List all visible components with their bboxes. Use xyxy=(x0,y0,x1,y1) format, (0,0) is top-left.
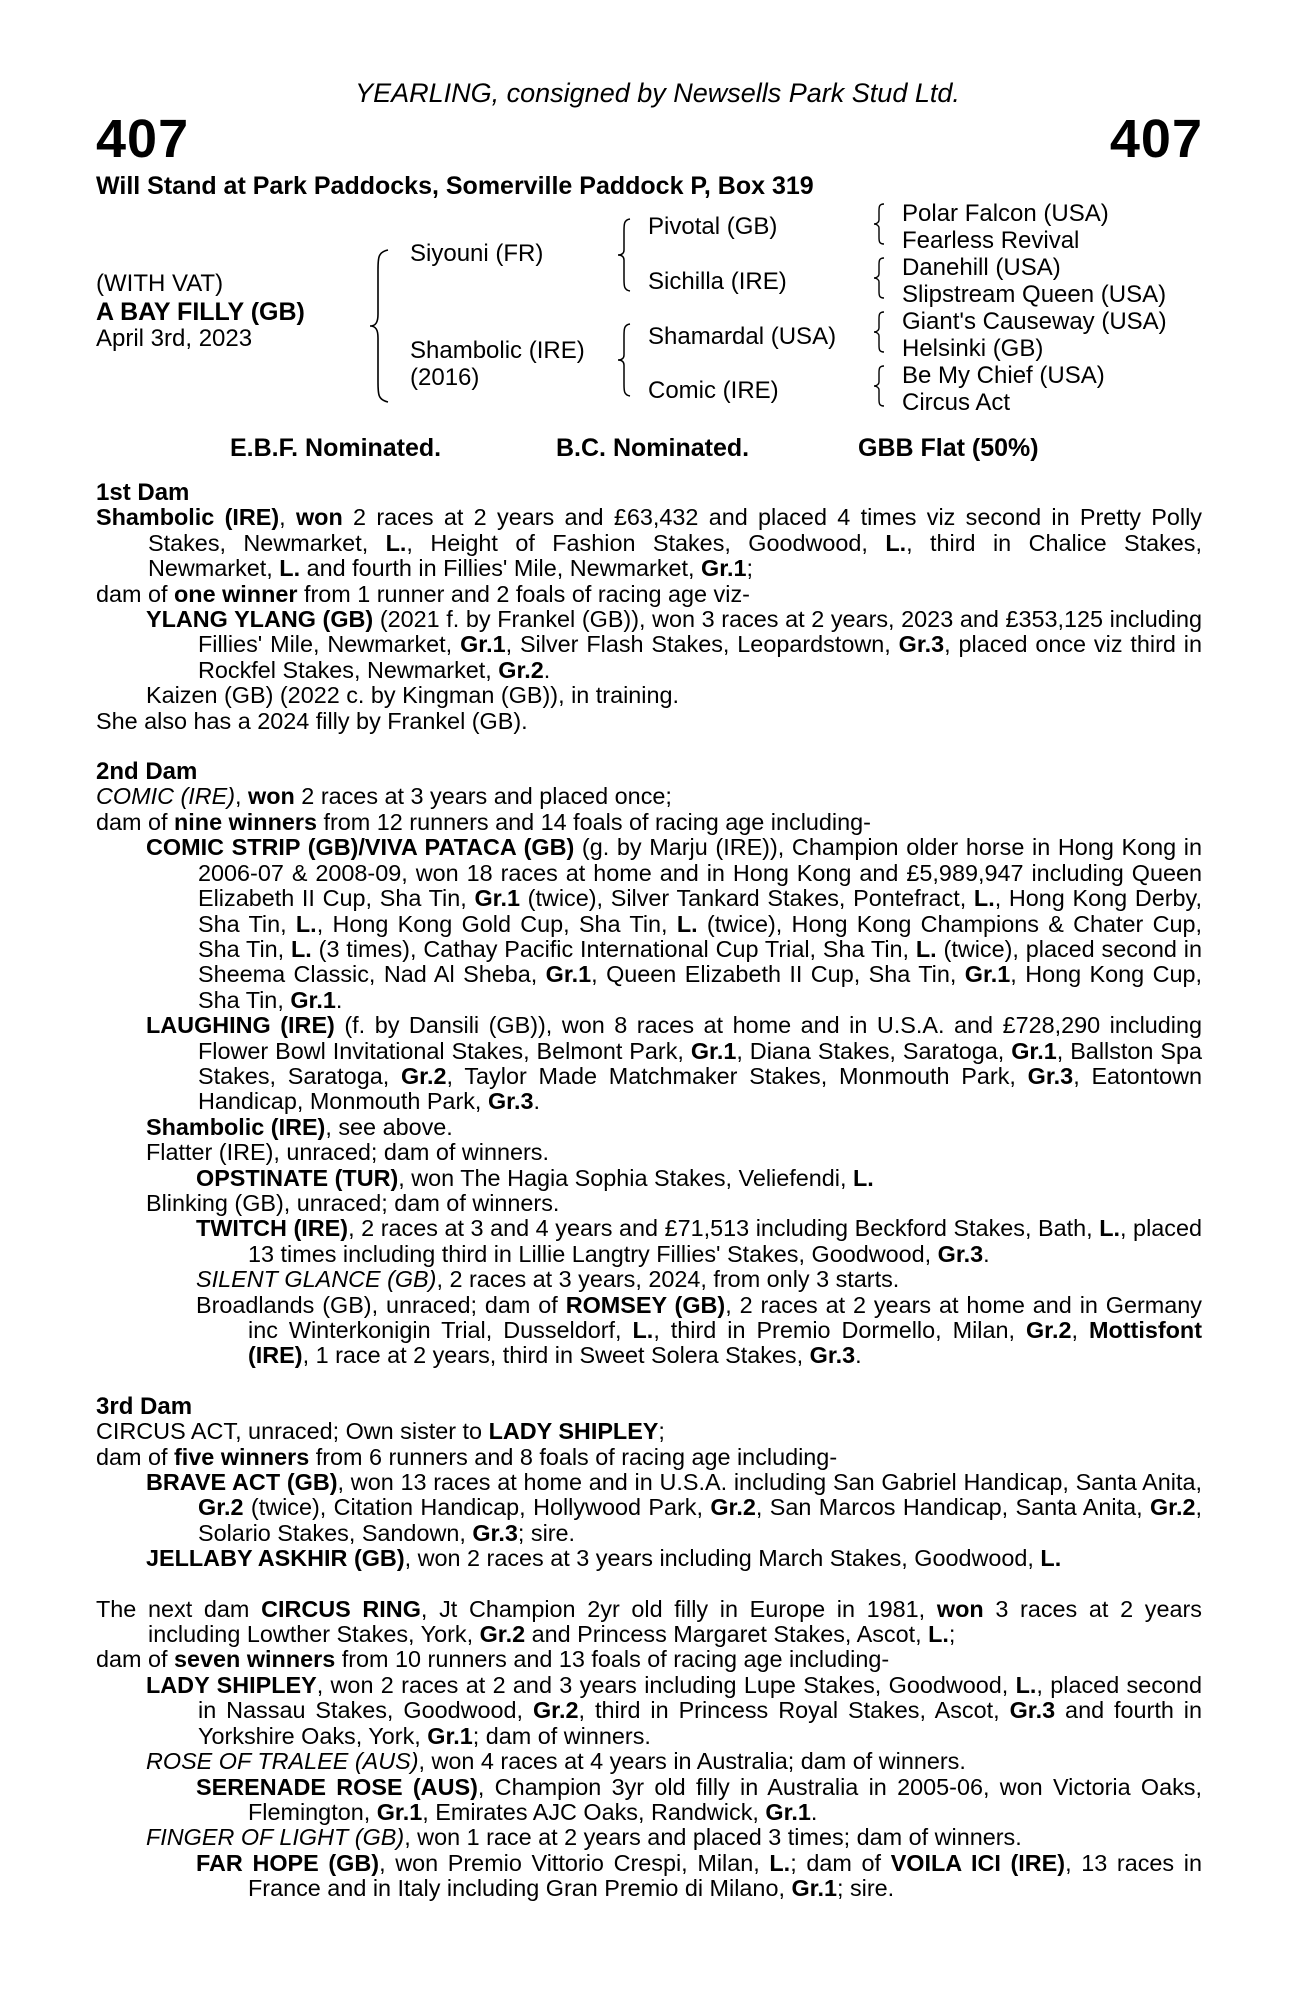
gbb-flat: GBB Flat (50%) xyxy=(858,434,1039,462)
produce-lady-shipley: LADY SHIPLEY, won 2 races at 2 and 3 years including Lupe Stakes, Goodwood, L., placed second in Nassau Stakes, Goodwood, Gr.2, third in Princess Royal Stakes, Ascot, Gr.3 and fourth in Yorkshire Oaks, York, Gr.1; dam of winners. xyxy=(146,1671,1203,1749)
produce-far-hope: FAR HOPE (GB), won Premio Vittorio Crespi, Milan, L.; dam of VOILA ICI (IRE), 13 races in France and in Italy including Gran Premio di Milano, Gr.1; sire. xyxy=(196,1849,1202,1902)
first-dam-record: Shambolic (IRE), won 2 races at 2 years and £63,432 and placed 4 times viz second in Pretty Polly Stakes, Newmarket, L., Height of Fashion Stakes, Goodwood, L., third in Chalice Stakes, Newmarket, L. and fourth in Fillies' Mile, Newmarket, Gr.1; xyxy=(96,504,1202,582)
lot-number-left: 407 xyxy=(96,109,190,169)
produce-kaizen: Kaizen (GB) (2022 c. by Kingman (GB)), in training. xyxy=(146,682,680,709)
main-brace-icon xyxy=(368,248,392,404)
produce-ylang-ylang: YLANG YLANG (GB) (2021 f. by Frankel (GB)), won 3 races at 2 years, 2023 and £353,125 including Fillies' Mile, Newmarket, Gr.1, Silver Flash Stakes, Leopardstown, Gr.3, placed once viz third in Rockfel Stakes, Newmarket, Gr.2. xyxy=(146,606,1202,683)
produce-opstinate: OPSTINATE (TUR), won The Hagia Sophia Stakes, Veliefendi, L. xyxy=(196,1164,874,1191)
pedigree-notes xyxy=(96,480,1202,1902)
second-dam-heading: 2nd Dam xyxy=(96,758,198,786)
lot-number-right: 407 xyxy=(1109,109,1203,169)
ped-sds: Danehill (USA) xyxy=(902,254,1061,281)
third-dam-heading: 3rd Dam xyxy=(96,1392,193,1420)
produce-serenade-rose: SERENADE ROSE (AUS), Champion 3yr old filly in Australia in 2005-06, won Victoria Oaks, Flemington, Gr.1, Emirates AJC Oaks, Randwick, Gr.1. xyxy=(196,1773,1202,1825)
first-dam-heading: 1st Dam xyxy=(96,479,190,506)
next-dam-produce-summary: dam of seven winners from 10 runners and 13 foals of racing age including- xyxy=(96,1646,890,1673)
produce-jellaby-askhir: JELLABY ASKHIR (GB), won 2 races at 3 years including March Stakes, Goodwood, L. xyxy=(146,1545,1062,1572)
brace-icon-3 xyxy=(872,310,888,354)
produce-broadlands: Broadlands (GB), unraced; dam of ROMSEY (GB), 2 races at 2 years at home and in Germany inc Winterkonigin Trial, Dusseldorf, L., third in Premio Dormello, Milan, Gr.2, Mottisfont (IRE), 1 race at 2 years, third in Sweet Solera Stakes, Gr.3. xyxy=(196,1291,1202,1369)
dam-brace-icon xyxy=(616,322,634,398)
foaling-date: April 3rd, 2023 xyxy=(96,325,253,352)
ped-ssd: Fearless Revival xyxy=(902,227,1080,254)
produce-2024-filly: She also has a 2024 filly by Frankel (GB). xyxy=(96,707,528,734)
brace-icon-4 xyxy=(872,364,888,408)
dam-name: Shambolic (IRE) xyxy=(410,337,585,364)
produce-shambolic: Shambolic (IRE), see above. xyxy=(146,1113,453,1140)
produce-flatter: Flatter (IRE), unraced; dam of winners. xyxy=(146,1139,549,1166)
second-dam-record: COMIC (IRE), won 2 races at 3 years and placed once; xyxy=(96,783,672,810)
vat-note: (WITH VAT) xyxy=(96,270,224,297)
ped-dsd: Helsinki (GB) xyxy=(902,335,1044,362)
sire-brace-icon xyxy=(616,217,634,293)
brace-icon-1 xyxy=(872,202,888,246)
sire-dam: Sichilla (IRE) xyxy=(648,268,787,295)
first-dam-produce-summary: dam of one winner from 1 runner and 2 foals of racing age viz- xyxy=(96,580,750,607)
ped-dss: Giant's Causeway (USA) xyxy=(902,308,1167,335)
ped-sss: Polar Falcon (USA) xyxy=(902,200,1109,227)
ped-sdd: Slipstream Queen (USA) xyxy=(902,281,1167,308)
third-dam-produce-summary: dam of five winners from 6 runners and 8 foals of racing age including- xyxy=(96,1443,838,1470)
produce-rose-of-tralee: ROSE OF TRALEE (AUS), won 4 races at 4 years in Australia; dam of winners. xyxy=(146,1748,966,1775)
ebf-nomination: E.B.F. Nominated. xyxy=(230,434,442,462)
produce-twitch: TWITCH (IRE), 2 races at 3 and 4 years and £71,513 including Beckford Stakes, Bath, L., placed 13 times including third in Lillie Langtry Fillies' Stakes, Goodwood, Gr.3. xyxy=(196,1215,1202,1267)
ped-dds: Be My Chief (USA) xyxy=(902,362,1105,389)
dam-year: (2016) xyxy=(410,364,480,391)
produce-brave-act: BRAVE ACT (GB), won 13 races at home and in U.S.A. including San Gabriel Handicap, Santa Anita, Gr.2 (twice), Citation Handicap, Hollywood Park, Gr.2, San Marcos Handicap, Santa Anita, Gr.2, Solario Stakes, Sandown, Gr.3; sire. xyxy=(146,1469,1202,1546)
second-dam-produce-summary: dam of nine winners from 12 runners and 14 foals of racing age including- xyxy=(96,808,871,835)
sire-sire: Pivotal (GB) xyxy=(648,213,778,240)
produce-finger-of-light: FINGER OF LIGHT (GB), won 1 race at 2 years and placed 3 times; dam of winners. xyxy=(146,1824,1022,1851)
produce-blinking: Blinking (GB), unraced; dam of winners. xyxy=(146,1189,560,1216)
produce-silent-glance: SILENT GLANCE (GB), 2 races at 3 years, 2024, from only 3 starts. xyxy=(196,1266,900,1293)
brace-icon-2 xyxy=(872,256,888,300)
ped-ddd: Circus Act xyxy=(902,389,1011,416)
bc-nomination: B.C. Nominated. xyxy=(556,434,750,462)
next-dam-record: The next dam CIRCUS RING, Jt Champion 2yr old filly in Europe in 1981, won 3 races at 2 years including Lowther Stakes, York, Gr.2 and Princess Margaret Stakes, Ascot, L.; xyxy=(96,1595,1202,1648)
sire-name: Siyouni (FR) xyxy=(410,240,544,267)
consignment-line: YEARLING, consigned by Newsells Park Stud Ltd. xyxy=(355,78,960,108)
produce-laughing: LAUGHING (IRE) (f. by Dansili (GB)), won 8 races at home and in U.S.A. and £728,290 including Flower Bowl Invitational Stakes, Belmont Park, Gr.1, Diana Stakes, Saratoga, Gr.1, Ballston Spa Stakes, Saratoga, Gr.2, Taylor Made Matchmaker Stakes, Monmouth Park, Gr.3, Eatontown Handicap, Monmouth Park, Gr.3. xyxy=(146,1012,1202,1115)
horse-name: A BAY FILLY (GB) xyxy=(96,298,305,326)
produce-comic-strip: COMIC STRIP (GB)/VIVA PATACA (GB) (g. by Marju (IRE)), Champion older horse in Hong Kong in 2006-07 & 2008-09, won 18 races at home and in Hong Kong and £5,989,947 including Queen Elizabeth II Cup, Sha Tin, Gr.1 (twice), Silver Tankard Stakes, Pontefract, L., Hong Kong Derby, Sha Tin, L., Hong Kong Gold Cup, Sha Tin, L. (twice), Hong Kong Champions & Chater Cup, Sha Tin, L. (3 times), Cathay Pacific International Cup Trial, Sha Tin, L. (twice), placed second in Sheema Classic, Nad Al Sheba, Gr.1, Queen Elizabeth II Cup, Sha Tin, Gr.1, Hong Kong Cup, Sha Tin, Gr.1. xyxy=(146,834,1203,1013)
third-dam-record: CIRCUS ACT, unraced; Own sister to LADY SHIPLEY; xyxy=(96,1418,665,1445)
dam-dam: Comic (IRE) xyxy=(648,377,779,404)
stand-location: Will Stand at Park Paddocks, Somerville Paddock P, Box 319 xyxy=(96,172,814,200)
dam-sire: Shamardal (USA) xyxy=(648,323,837,350)
